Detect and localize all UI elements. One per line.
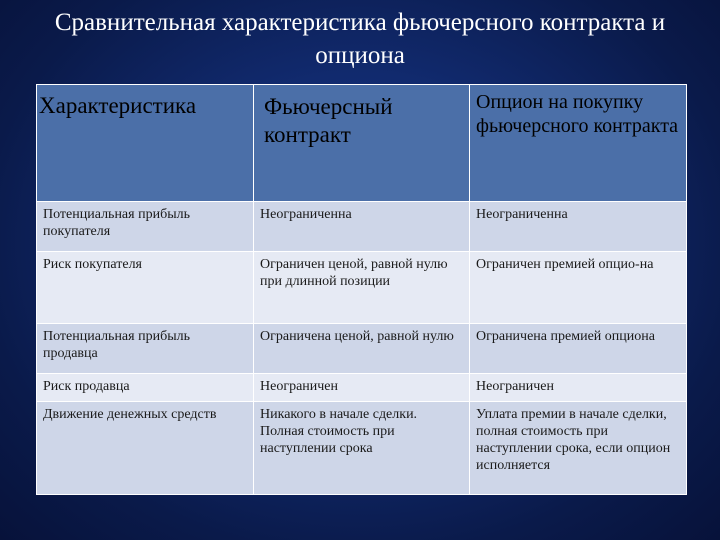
table-cell: Риск продавца: [37, 374, 254, 402]
table-cell: Неограничен: [254, 374, 470, 402]
comparison-table: [36, 84, 687, 495]
table-cell: Неограничен: [470, 374, 687, 402]
table-cell: Ограничен ценой, равной нулю при длинной позиции: [254, 252, 470, 324]
table-cell: Ограничена ценой, равной нулю: [254, 324, 470, 374]
table-cell: Потенциальная прибыль продавца: [37, 324, 254, 374]
table-row: [37, 374, 687, 402]
table-row: [37, 402, 687, 495]
header-characteristic: Характеристика: [37, 85, 254, 202]
table-cell: Движение денежных средств: [37, 402, 254, 495]
table-cell: Риск покупателя: [37, 252, 254, 324]
table-cell: Потенциальная прибыль покупателя: [37, 202, 254, 252]
table-cell: Неограниченна: [254, 202, 470, 252]
table-cell: Ограничена премией опциона: [470, 324, 687, 374]
table-cell: Никакого в начале сделки. Полная стоимость при наступлении срока: [254, 402, 470, 495]
table-cell: Уплата премии в начале сделки, полная стоимость при наступлении срока, если опцион исполняется: [470, 402, 687, 495]
table-row: [37, 202, 687, 252]
table-cell: Неограниченна: [470, 202, 687, 252]
table-cell: Ограничен премией опцио-на: [470, 252, 687, 324]
page-title: Сравнительная характеристика фьючерсного контракта и опциона: [54, 9, 666, 69]
header-call-option: Опцион на покупку фьючерсного контракта: [470, 85, 687, 202]
header-futures-contract: Фьючерсный контракт: [254, 85, 470, 202]
table-row: [37, 324, 687, 374]
table-header-row: [37, 85, 687, 202]
table-row: [37, 252, 687, 324]
